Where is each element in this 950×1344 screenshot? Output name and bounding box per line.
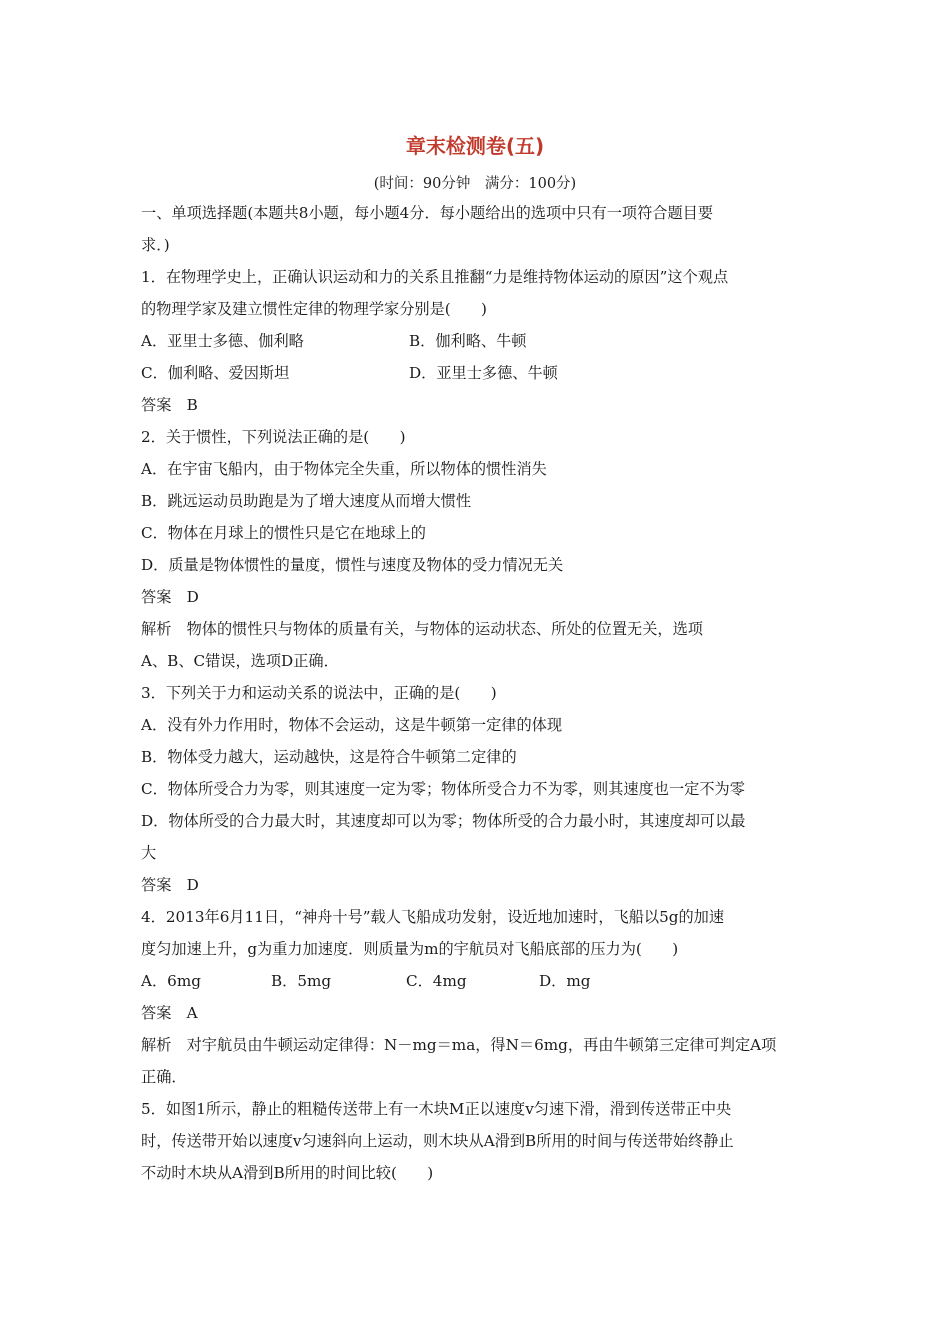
q4-analysis-cont: 正确． bbox=[141, 1068, 187, 1086]
q2-answer: 答案 D bbox=[141, 588, 199, 606]
section-heading: 一、单项选择题(本题共8小题，每小题4分．每小题给出的选项中只有一项符合题目要 bbox=[141, 204, 714, 222]
q4-stem: 4．2013年6月11日，“神舟十号”载人飞船成功发射，设近地加速时，飞船以5g的加速 bbox=[141, 908, 725, 926]
q1-option-a: A．亚里士多德、伽利略 bbox=[141, 332, 304, 350]
page-title: 章末检测卷(五) bbox=[405, 134, 545, 158]
q3-option-a: A．没有外力作用时，物体不会运动，这是牛顿第一定律的体现 bbox=[141, 716, 563, 734]
q5-stem: 5．如图1所示，静止的粗糙传送带上有一木块M正以速度v匀速下滑，滑到传送带正中央 bbox=[141, 1100, 732, 1118]
q1-option-d: D．亚里士多德、牛顿 bbox=[409, 364, 558, 382]
q4-option-b: B．5mg bbox=[271, 972, 332, 990]
q1-option-c: C．伽利略、爱因斯坦 bbox=[141, 364, 290, 382]
q1-options-row2 bbox=[141, 362, 841, 383]
q2-analysis-cont: A、B、C错误，选项D正确． bbox=[141, 652, 339, 670]
q3-option-d: D．物体所受的合力最大时，其速度却可以为零；物体所受的合力最小时，其速度却可以最 bbox=[141, 812, 746, 830]
q2-option-c: C．物体在月球上的惯性只是它在地球上的 bbox=[141, 524, 426, 542]
q3-option-c: C．物体所受合力为零，则其速度一定为零；物体所受合力不为零，则其速度也一定不为零 bbox=[141, 780, 745, 798]
q3-option-b: B．物体受力越大，运动越快，这是符合牛顿第二定律的 bbox=[141, 748, 517, 766]
q3-answer: 答案 D bbox=[141, 876, 199, 894]
q1-stem: 1．在物理学史上，正确认识运动和力的关系且推翻“力是维持物体运动的原因”这个观点 bbox=[141, 268, 729, 286]
q3-stem: 3．下列关于力和运动关系的说法中，正确的是( ) bbox=[141, 684, 497, 702]
q1-stem-cont: 的物理学家及建立惯性定律的物理学家分别是( ) bbox=[141, 300, 487, 318]
q4-answer: 答案 A bbox=[141, 1004, 198, 1022]
q1-option-b: B．伽利略、牛顿 bbox=[409, 332, 527, 350]
q4-option-c: C．4mg bbox=[406, 972, 467, 990]
q1-answer: 答案 B bbox=[141, 396, 198, 414]
q4-options-row bbox=[141, 970, 841, 991]
q4-stem-cont: 度匀加速上升，g为重力加速度．则质量为m的宇航员对飞船底部的压力为( ) bbox=[141, 940, 679, 958]
q3-option-d-cont: 大 bbox=[141, 844, 157, 862]
q2-option-b: B．跳远运动员助跑是为了增大速度从而增大惯性 bbox=[141, 492, 472, 510]
q2-option-d: D．质量是物体惯性的量度，惯性与速度及物体的受力情况无关 bbox=[141, 556, 564, 574]
exam-time-score: (时间：90分钟 满分：100分) bbox=[373, 176, 577, 192]
q5-stem-cont: 时，传送带开始以速度v匀速斜向上运动，则木块从A滑到B所用的时间与传送带始终静止 bbox=[141, 1132, 734, 1150]
q4-analysis: 解析 对宇航员由牛顿运动定律得：N－mg＝ma，得N＝6mg，再由牛顿第三定律可判定A项 bbox=[141, 1036, 777, 1054]
q2-stem: 2．关于惯性，下列说法正确的是( ) bbox=[141, 428, 406, 446]
q5-stem-cont2: 不动时木块从A滑到B所用的时间比较( ) bbox=[141, 1164, 434, 1182]
q4-option-d: D．mg bbox=[539, 972, 591, 990]
section-heading-cont: 求．) bbox=[141, 236, 170, 254]
q2-analysis: 解析 物体的惯性只与物体的质量有关，与物体的运动状态、所处的位置无关，选项 bbox=[141, 620, 703, 638]
q2-option-a: A．在宇宙飞船内，由于物体完全失重，所以物体的惯性消失 bbox=[141, 460, 547, 478]
q1-options-row1 bbox=[141, 330, 841, 351]
q4-option-a: A．6mg bbox=[141, 972, 201, 990]
